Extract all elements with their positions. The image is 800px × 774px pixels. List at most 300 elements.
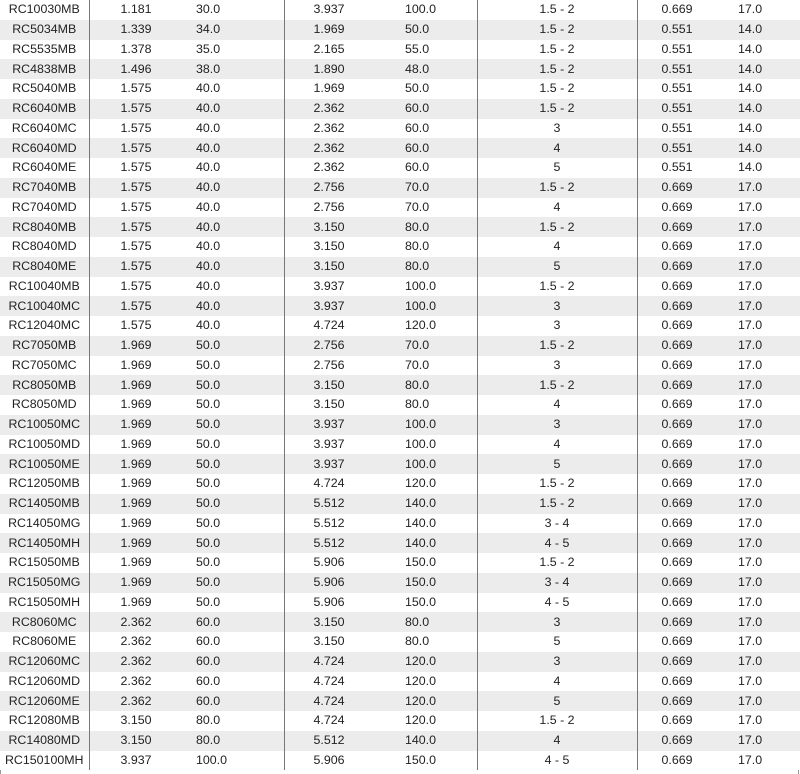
range-cell: 3 <box>477 316 637 336</box>
dim-c-mm-cell: 14.0 <box>716 20 800 40</box>
range-cell: 5 <box>477 257 637 277</box>
dim-c-mm-cell: 17.0 <box>716 0 800 20</box>
dim-b-mm-cell: 50.0 <box>381 79 477 99</box>
dim-b-in-cell: 4.724 <box>284 691 381 711</box>
part-number-cell: RC10040MC <box>0 296 89 316</box>
dim-a-in-cell: 1.575 <box>89 316 188 336</box>
table-row <box>0 751 800 771</box>
range-cell: 1.5 - 2 <box>477 40 637 60</box>
dim-b-mm-cell: 80.0 <box>381 632 477 652</box>
dim-a-mm-cell: 50.0 <box>188 395 284 415</box>
table-row <box>0 277 800 297</box>
part-number-cell: RC12050MB <box>0 474 89 494</box>
table-row <box>0 257 800 277</box>
dim-b-in-cell: 5.906 <box>284 553 381 573</box>
table-row <box>0 731 800 751</box>
part-number-cell: RC12060ME <box>0 691 89 711</box>
dim-a-mm-cell: 40.0 <box>188 138 284 158</box>
dim-a-mm-cell: 60.0 <box>188 652 284 672</box>
dim-a-in-cell: 1.969 <box>89 573 188 593</box>
dim-b-in-cell: 3.937 <box>284 415 381 435</box>
dim-a-mm-cell: 40.0 <box>188 79 284 99</box>
table-row <box>0 711 800 731</box>
dim-c-mm-cell: 17.0 <box>716 672 800 692</box>
dim-a-in-cell: 2.362 <box>89 652 188 672</box>
dim-b-mm-cell: 140.0 <box>381 514 477 534</box>
table-row <box>0 395 800 415</box>
dim-c-in-cell: 0.669 <box>637 533 716 553</box>
dim-c-mm-cell: 17.0 <box>716 751 800 771</box>
dim-a-mm-cell: 50.0 <box>188 573 284 593</box>
range-cell: 4 <box>477 435 637 455</box>
range-cell: 3 <box>477 415 637 435</box>
dim-a-in-cell: 1.969 <box>89 356 188 376</box>
dim-b-mm-cell: 80.0 <box>381 257 477 277</box>
dim-b-mm-cell: 80.0 <box>381 395 477 415</box>
part-number-cell: RC15050MH <box>0 593 89 613</box>
dim-c-in-cell: 0.669 <box>637 0 716 20</box>
dim-c-mm-cell: 17.0 <box>716 217 800 237</box>
table-row <box>0 474 800 494</box>
dim-a-in-cell: 1.969 <box>89 593 188 613</box>
dim-b-mm-cell: 60.0 <box>381 119 477 139</box>
table-row <box>0 553 800 573</box>
dim-a-in-cell: 1.969 <box>89 474 188 494</box>
dim-a-in-cell: 2.362 <box>89 632 188 652</box>
table-row <box>0 691 800 711</box>
dim-a-mm-cell: 40.0 <box>188 257 284 277</box>
range-cell: 3 <box>477 119 637 139</box>
range-cell: 4 - 5 <box>477 751 637 771</box>
dim-c-in-cell: 0.669 <box>637 593 716 613</box>
dim-a-mm-cell: 40.0 <box>188 237 284 257</box>
dim-b-in-cell: 3.937 <box>284 435 381 455</box>
dim-b-in-cell: 3.150 <box>284 375 381 395</box>
table-row <box>0 40 800 60</box>
dim-b-in-cell: 5.906 <box>284 573 381 593</box>
dim-b-mm-cell: 100.0 <box>381 435 477 455</box>
dim-a-mm-cell: 40.0 <box>188 198 284 218</box>
dim-c-in-cell: 0.669 <box>637 731 716 751</box>
dim-c-mm-cell: 17.0 <box>716 435 800 455</box>
dim-c-mm-cell: 17.0 <box>716 178 800 198</box>
range-cell: 1.5 - 2 <box>477 59 637 79</box>
range-cell: 1.5 - 2 <box>477 217 637 237</box>
dim-b-in-cell: 2.362 <box>284 119 381 139</box>
dim-b-in-cell: 3.150 <box>284 612 381 632</box>
part-number-cell: RC6040MB <box>0 99 89 119</box>
dim-b-in-cell: 3.937 <box>284 296 381 316</box>
dim-a-in-cell: 1.575 <box>89 99 188 119</box>
dim-a-mm-cell: 60.0 <box>188 672 284 692</box>
dim-a-mm-cell: 40.0 <box>188 178 284 198</box>
dim-b-mm-cell: 150.0 <box>381 593 477 613</box>
dim-a-in-cell: 1.969 <box>89 336 188 356</box>
dim-b-in-cell: 3.150 <box>284 395 381 415</box>
table-row <box>0 533 800 553</box>
part-number-cell: RC14050MH <box>0 533 89 553</box>
part-number-cell: RC7050MB <box>0 336 89 356</box>
range-cell: 1.5 - 2 <box>477 99 637 119</box>
range-cell: 1.5 - 2 <box>477 474 637 494</box>
dim-c-mm-cell: 17.0 <box>716 454 800 474</box>
table-row <box>0 415 800 435</box>
dim-a-mm-cell: 40.0 <box>188 158 284 178</box>
table-row <box>0 454 800 474</box>
dim-a-in-cell: 2.362 <box>89 612 188 632</box>
part-number-cell: RC5040MB <box>0 79 89 99</box>
dim-b-in-cell: 3.150 <box>284 632 381 652</box>
dim-c-mm-cell: 17.0 <box>716 375 800 395</box>
dim-c-in-cell: 0.669 <box>637 257 716 277</box>
dim-a-in-cell: 3.150 <box>89 711 188 731</box>
dim-c-in-cell: 0.669 <box>637 277 716 297</box>
dim-c-in-cell: 0.669 <box>637 217 716 237</box>
table-row <box>0 652 800 672</box>
part-number-cell: RC8060ME <box>0 632 89 652</box>
dim-a-in-cell: 1.575 <box>89 138 188 158</box>
dim-a-mm-cell: 50.0 <box>188 514 284 534</box>
dim-c-in-cell: 0.669 <box>637 691 716 711</box>
part-number-cell: RC6040MD <box>0 138 89 158</box>
table-row <box>0 198 800 218</box>
dim-b-in-cell: 4.724 <box>284 672 381 692</box>
dim-c-mm-cell: 14.0 <box>716 79 800 99</box>
range-cell: 1.5 - 2 <box>477 494 637 514</box>
dim-a-in-cell: 1.969 <box>89 553 188 573</box>
part-number-cell: RC150100MH <box>0 751 89 771</box>
part-number-cell: RC8050MB <box>0 375 89 395</box>
dim-c-in-cell: 0.669 <box>637 454 716 474</box>
dim-b-mm-cell: 100.0 <box>381 296 477 316</box>
dim-b-in-cell: 3.937 <box>284 454 381 474</box>
dim-c-mm-cell: 17.0 <box>716 336 800 356</box>
dim-a-in-cell: 1.575 <box>89 178 188 198</box>
part-number-cell: RC8040MD <box>0 237 89 257</box>
dim-c-mm-cell: 17.0 <box>716 237 800 257</box>
dim-a-mm-cell: 60.0 <box>188 691 284 711</box>
range-cell: 4 - 5 <box>477 533 637 553</box>
table-row <box>0 119 800 139</box>
dim-c-mm-cell: 14.0 <box>716 158 800 178</box>
dim-a-in-cell: 1.969 <box>89 415 188 435</box>
dim-b-in-cell: 2.756 <box>284 336 381 356</box>
dim-b-mm-cell: 120.0 <box>381 652 477 672</box>
dim-b-in-cell: 3.937 <box>284 277 381 297</box>
table-row <box>0 612 800 632</box>
dim-a-mm-cell: 60.0 <box>188 612 284 632</box>
part-number-cell: RC14050MG <box>0 514 89 534</box>
part-number-cell: RC8050MD <box>0 395 89 415</box>
dim-a-in-cell: 1.969 <box>89 494 188 514</box>
dim-a-in-cell: 1.378 <box>89 40 188 60</box>
dim-c-in-cell: 0.669 <box>637 198 716 218</box>
dim-c-in-cell: 0.551 <box>637 79 716 99</box>
range-cell: 3 <box>477 296 637 316</box>
part-number-cell: RC10050ME <box>0 454 89 474</box>
range-cell: 4 <box>477 198 637 218</box>
table-row <box>0 296 800 316</box>
dim-a-in-cell: 1.575 <box>89 217 188 237</box>
range-cell: 4 <box>477 138 637 158</box>
table-row <box>0 237 800 257</box>
dim-a-in-cell: 1.575 <box>89 257 188 277</box>
range-cell: 1.5 - 2 <box>477 277 637 297</box>
dim-c-mm-cell: 17.0 <box>716 593 800 613</box>
dim-b-in-cell: 2.756 <box>284 178 381 198</box>
table-row <box>0 514 800 534</box>
dim-a-in-cell: 1.575 <box>89 237 188 257</box>
dim-b-mm-cell: 60.0 <box>381 99 477 119</box>
part-number-cell: RC12060MD <box>0 672 89 692</box>
table-row <box>0 672 800 692</box>
table-row <box>0 593 800 613</box>
dim-b-mm-cell: 70.0 <box>381 198 477 218</box>
dim-a-mm-cell: 80.0 <box>188 731 284 751</box>
dim-c-mm-cell: 17.0 <box>716 474 800 494</box>
dim-c-mm-cell: 17.0 <box>716 395 800 415</box>
dim-a-mm-cell: 50.0 <box>188 454 284 474</box>
dim-a-mm-cell: 50.0 <box>188 336 284 356</box>
part-number-cell: RC4838MB <box>0 59 89 79</box>
dim-c-in-cell: 0.551 <box>637 119 716 139</box>
dim-c-in-cell: 0.669 <box>637 652 716 672</box>
dim-c-mm-cell: 17.0 <box>716 356 800 376</box>
dim-a-in-cell: 1.969 <box>89 375 188 395</box>
range-cell: 1.5 - 2 <box>477 79 637 99</box>
part-number-cell: RC8040ME <box>0 257 89 277</box>
dim-b-mm-cell: 150.0 <box>381 751 477 771</box>
dim-c-mm-cell: 17.0 <box>716 277 800 297</box>
dim-a-in-cell: 1.575 <box>89 198 188 218</box>
part-number-cell: RC7050MC <box>0 356 89 376</box>
table-row <box>0 316 800 336</box>
dim-c-in-cell: 0.669 <box>637 711 716 731</box>
dim-a-in-cell: 3.937 <box>89 751 188 771</box>
dim-a-in-cell: 1.969 <box>89 454 188 474</box>
table-row <box>0 178 800 198</box>
range-cell: 4 <box>477 395 637 415</box>
dim-a-mm-cell: 40.0 <box>188 217 284 237</box>
part-number-cell: RC10050MD <box>0 435 89 455</box>
dim-b-mm-cell: 150.0 <box>381 553 477 573</box>
dim-a-mm-cell: 38.0 <box>188 59 284 79</box>
dim-b-in-cell: 5.512 <box>284 533 381 553</box>
dim-a-mm-cell: 80.0 <box>188 711 284 731</box>
dim-c-in-cell: 0.669 <box>637 553 716 573</box>
part-number-cell: RC8060MC <box>0 612 89 632</box>
dim-b-mm-cell: 80.0 <box>381 217 477 237</box>
dim-c-mm-cell: 17.0 <box>716 731 800 751</box>
dim-c-in-cell: 0.669 <box>637 494 716 514</box>
dim-a-in-cell: 1.575 <box>89 119 188 139</box>
dim-b-in-cell: 5.512 <box>284 731 381 751</box>
dim-c-in-cell: 0.551 <box>637 99 716 119</box>
dim-a-mm-cell: 34.0 <box>188 20 284 40</box>
dim-a-mm-cell: 40.0 <box>188 277 284 297</box>
dim-b-in-cell: 1.969 <box>284 79 381 99</box>
range-cell: 5 <box>477 632 637 652</box>
dim-b-mm-cell: 50.0 <box>381 20 477 40</box>
table-row <box>0 632 800 652</box>
dim-b-mm-cell: 55.0 <box>381 40 477 60</box>
part-number-cell: RC5034MB <box>0 20 89 40</box>
dim-a-mm-cell: 40.0 <box>188 316 284 336</box>
dim-a-mm-cell: 40.0 <box>188 296 284 316</box>
dim-c-mm-cell: 14.0 <box>716 40 800 60</box>
dim-b-in-cell: 4.724 <box>284 474 381 494</box>
dim-a-mm-cell: 50.0 <box>188 533 284 553</box>
range-cell: 4 - 5 <box>477 593 637 613</box>
dim-c-in-cell: 0.669 <box>637 632 716 652</box>
dim-b-mm-cell: 100.0 <box>381 277 477 297</box>
dim-b-in-cell: 3.150 <box>284 237 381 257</box>
dim-c-mm-cell: 17.0 <box>716 198 800 218</box>
part-number-cell: RC10040MB <box>0 277 89 297</box>
range-cell: 1.5 - 2 <box>477 553 637 573</box>
part-number-cell: RC10030MB <box>0 0 89 20</box>
table-row <box>0 573 800 593</box>
table-row <box>0 59 800 79</box>
dim-c-in-cell: 0.669 <box>637 435 716 455</box>
range-cell: 1.5 - 2 <box>477 178 637 198</box>
range-cell: 1.5 - 2 <box>477 336 637 356</box>
dim-a-mm-cell: 50.0 <box>188 435 284 455</box>
part-number-cell: RC6040MC <box>0 119 89 139</box>
dim-b-mm-cell: 60.0 <box>381 158 477 178</box>
range-cell: 1.5 - 2 <box>477 375 637 395</box>
dim-c-mm-cell: 14.0 <box>716 59 800 79</box>
dim-b-in-cell: 3.150 <box>284 217 381 237</box>
dim-a-in-cell: 1.969 <box>89 395 188 415</box>
table-row <box>0 336 800 356</box>
dim-b-mm-cell: 120.0 <box>381 316 477 336</box>
dim-b-mm-cell: 100.0 <box>381 415 477 435</box>
dim-c-in-cell: 0.669 <box>637 672 716 692</box>
dim-b-mm-cell: 70.0 <box>381 356 477 376</box>
part-number-cell: RC14050MB <box>0 494 89 514</box>
dim-c-mm-cell: 17.0 <box>716 691 800 711</box>
range-cell: 4 <box>477 237 637 257</box>
dim-a-in-cell: 3.150 <box>89 731 188 751</box>
part-number-cell: RC8040MB <box>0 217 89 237</box>
dim-a-mm-cell: 35.0 <box>188 40 284 60</box>
range-cell: 3 <box>477 356 637 376</box>
dim-c-in-cell: 0.669 <box>637 356 716 376</box>
dim-a-in-cell: 1.575 <box>89 296 188 316</box>
dim-c-mm-cell: 17.0 <box>716 612 800 632</box>
part-number-cell: RC12080MB <box>0 711 89 731</box>
range-cell: 4 <box>477 731 637 751</box>
dim-a-in-cell: 1.339 <box>89 20 188 40</box>
dim-c-mm-cell: 17.0 <box>716 316 800 336</box>
dim-c-in-cell: 0.669 <box>637 474 716 494</box>
dim-c-mm-cell: 17.0 <box>716 711 800 731</box>
dim-c-in-cell: 0.669 <box>637 336 716 356</box>
dim-c-in-cell: 0.669 <box>637 296 716 316</box>
dim-c-in-cell: 0.551 <box>637 158 716 178</box>
dim-b-in-cell: 5.906 <box>284 751 381 771</box>
range-cell: 1.5 - 2 <box>477 0 637 20</box>
table-row <box>0 494 800 514</box>
dim-b-mm-cell: 100.0 <box>381 0 477 20</box>
dim-c-mm-cell: 17.0 <box>716 514 800 534</box>
dim-a-mm-cell: 100.0 <box>188 751 284 771</box>
dim-b-mm-cell: 70.0 <box>381 178 477 198</box>
part-number-cell: RC5535MB <box>0 40 89 60</box>
part-number-cell: RC15050MB <box>0 553 89 573</box>
dim-c-in-cell: 0.669 <box>637 316 716 336</box>
dim-a-mm-cell: 50.0 <box>188 474 284 494</box>
dim-c-in-cell: 0.551 <box>637 59 716 79</box>
dim-a-in-cell: 1.575 <box>89 277 188 297</box>
dim-b-in-cell: 2.362 <box>284 138 381 158</box>
table-row <box>0 79 800 99</box>
dim-c-mm-cell: 14.0 <box>716 99 800 119</box>
table-row <box>0 356 800 376</box>
dim-b-mm-cell: 48.0 <box>381 59 477 79</box>
range-cell: 5 <box>477 454 637 474</box>
part-number-cell: RC6040ME <box>0 158 89 178</box>
range-cell: 5 <box>477 691 637 711</box>
dim-b-in-cell: 3.937 <box>284 0 381 20</box>
range-cell: 1.5 - 2 <box>477 20 637 40</box>
dim-a-mm-cell: 40.0 <box>188 99 284 119</box>
dim-c-mm-cell: 17.0 <box>716 632 800 652</box>
dim-c-mm-cell: 17.0 <box>716 652 800 672</box>
part-number-cell: RC12040MC <box>0 316 89 336</box>
part-number-cell: RC12060MC <box>0 652 89 672</box>
dim-c-in-cell: 0.669 <box>637 612 716 632</box>
table-row <box>0 138 800 158</box>
table-row <box>0 217 800 237</box>
dim-b-mm-cell: 120.0 <box>381 672 477 692</box>
dim-b-in-cell: 5.512 <box>284 494 381 514</box>
table-row <box>0 99 800 119</box>
dim-b-in-cell: 2.165 <box>284 40 381 60</box>
dim-b-mm-cell: 80.0 <box>381 237 477 257</box>
dim-b-mm-cell: 120.0 <box>381 711 477 731</box>
dim-b-in-cell: 1.969 <box>284 20 381 40</box>
dim-c-in-cell: 0.669 <box>637 415 716 435</box>
dim-c-in-cell: 0.669 <box>637 237 716 257</box>
dim-c-mm-cell: 17.0 <box>716 573 800 593</box>
dim-b-in-cell: 3.150 <box>284 257 381 277</box>
dim-c-in-cell: 0.669 <box>637 375 716 395</box>
dim-b-in-cell: 5.906 <box>284 593 381 613</box>
dim-b-mm-cell: 100.0 <box>381 454 477 474</box>
range-cell: 1.5 - 2 <box>477 711 637 731</box>
dim-a-mm-cell: 50.0 <box>188 553 284 573</box>
dim-c-in-cell: 0.669 <box>637 751 716 771</box>
dim-b-mm-cell: 140.0 <box>381 731 477 751</box>
dim-b-in-cell: 5.512 <box>284 514 381 534</box>
dim-a-mm-cell: 50.0 <box>188 356 284 376</box>
dim-b-in-cell: 4.724 <box>284 316 381 336</box>
dim-c-mm-cell: 14.0 <box>716 138 800 158</box>
range-cell: 5 <box>477 158 637 178</box>
range-cell: 3 <box>477 612 637 632</box>
dim-b-mm-cell: 80.0 <box>381 375 477 395</box>
dim-a-in-cell: 1.575 <box>89 79 188 99</box>
table-row <box>0 158 800 178</box>
dim-c-in-cell: 0.551 <box>637 138 716 158</box>
dim-a-in-cell: 1.181 <box>89 0 188 20</box>
dim-a-in-cell: 2.362 <box>89 672 188 692</box>
dim-c-mm-cell: 17.0 <box>716 257 800 277</box>
dim-b-mm-cell: 150.0 <box>381 573 477 593</box>
dim-b-in-cell: 4.724 <box>284 711 381 731</box>
